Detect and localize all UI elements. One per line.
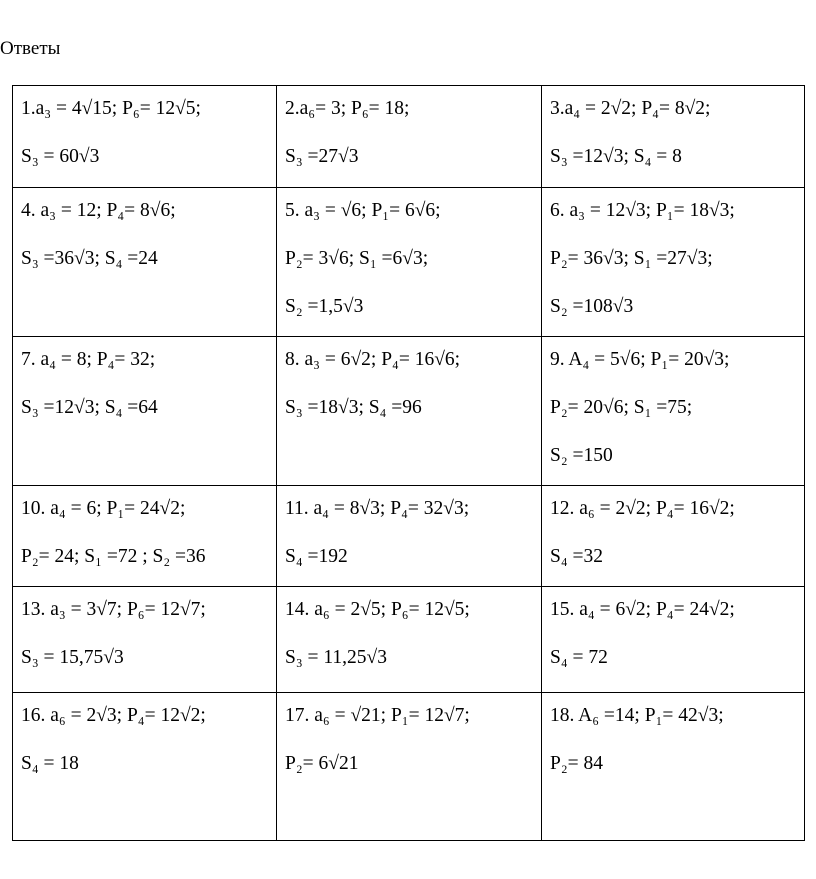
answer-cell (13, 693, 277, 841)
answer-line: S₃ = 60√3 (21, 146, 100, 167)
answer-line: 9. A₄ = 5√6; P₁= 20√3; (550, 349, 730, 370)
answer-line: 5. a₃ = √6; P₁= 6√6; (285, 200, 441, 221)
answer-cell (13, 86, 277, 188)
answer-cell (277, 693, 542, 841)
answers-table-body (13, 86, 805, 841)
answer-line: S₃ =18√3; S₄ =96 (285, 397, 422, 418)
answer-line: P₂= 24; S₁ =72 ; S₂ =36 (21, 546, 206, 567)
answer-cell (277, 337, 542, 486)
answer-cell (277, 486, 542, 587)
answer-line: P₂= 20√6; S₁ =75; (550, 397, 693, 418)
answer-line: S₄ =192 (285, 546, 348, 567)
answer-line: 15. a₄ = 6√2; P₄= 24√2; (550, 599, 735, 620)
answer-cell (13, 337, 277, 486)
answer-cell (542, 337, 805, 486)
answer-line: 4. a₃ = 12; P₄= 8√6; (21, 200, 176, 221)
answer-line: 11. a₄ = 8√3; P₄= 32√3; (285, 498, 470, 519)
table-row (13, 587, 805, 693)
answer-line: P₂= 84 (550, 753, 604, 774)
answer-line: S₃ = 11,25√3 (285, 647, 387, 668)
answers-table (12, 85, 805, 841)
answer-line: S₄ = 72 (550, 647, 608, 668)
answer-line: 14. a₆ = 2√5; P₆= 12√5; (285, 599, 470, 620)
answer-line: S₃ =36√3; S₄ =24 (21, 248, 158, 269)
answer-line: S₂ =108√3 (550, 296, 634, 317)
page-title: Ответы (0, 38, 61, 59)
answer-line: 3.a₄ = 2√2; P₄= 8√2; (550, 98, 711, 119)
answer-line: 16. a₆ = 2√3; P₄= 12√2; (21, 705, 206, 726)
answer-line: P₂= 36√3; S₁ =27√3; (550, 248, 713, 269)
answer-line: S₂ =150 (550, 445, 613, 466)
answer-line: 1.a₃ = 4√15; P₆= 12√5; (21, 98, 201, 119)
answer-cell (542, 86, 805, 188)
answer-line: S₂ =1,5√3 (285, 296, 364, 317)
answer-line: S₃ =12√3; S₄ =64 (21, 397, 158, 418)
answer-line: 17. a₆ = √21; P₁= 12√7; (285, 705, 470, 726)
answer-cell (542, 188, 805, 337)
answer-line: 18. A₆ =14; P₁= 42√3; (550, 705, 724, 726)
answer-cell (13, 188, 277, 337)
answer-cell (277, 86, 542, 188)
answer-line: 12. a₆ = 2√2; P₄= 16√2; (550, 498, 735, 519)
answer-cell (542, 693, 805, 841)
answer-line: 8. a₃ = 6√2; P₄= 16√6; (285, 349, 461, 370)
answer-line: S₃ = 15,75√3 (21, 647, 124, 668)
answer-line: P₂= 6√21 (285, 753, 359, 774)
answer-cell (13, 486, 277, 587)
table-row (13, 337, 805, 486)
answer-line: 10. a₄ = 6; P₁= 24√2; (21, 498, 186, 519)
answer-line: S₃ =27√3 (285, 146, 359, 167)
answer-line: 2.a₆= 3; P₆= 18; (285, 98, 410, 119)
answer-line: S₃ =12√3; S₄ = 8 (550, 146, 682, 167)
answer-cell (277, 587, 542, 693)
answer-cell (277, 188, 542, 337)
table-row (13, 188, 805, 337)
answer-line: 6. a₃ = 12√3; P₁= 18√3; (550, 200, 735, 221)
answer-line: S₄ =32 (550, 546, 604, 567)
table-row (13, 486, 805, 587)
answer-line: 7. a₄ = 8; P₄= 32; (21, 349, 156, 370)
answer-line: 13. a₃ = 3√7; P₆= 12√7; (21, 599, 206, 620)
answer-cell (542, 587, 805, 693)
answer-line: P₂= 3√6; S₁ =6√3; (285, 248, 429, 269)
answer-line: S₄ = 18 (21, 753, 79, 774)
answer-cell (542, 486, 805, 587)
table-row (13, 86, 805, 188)
table-row (13, 693, 805, 841)
answer-cell (13, 587, 277, 693)
